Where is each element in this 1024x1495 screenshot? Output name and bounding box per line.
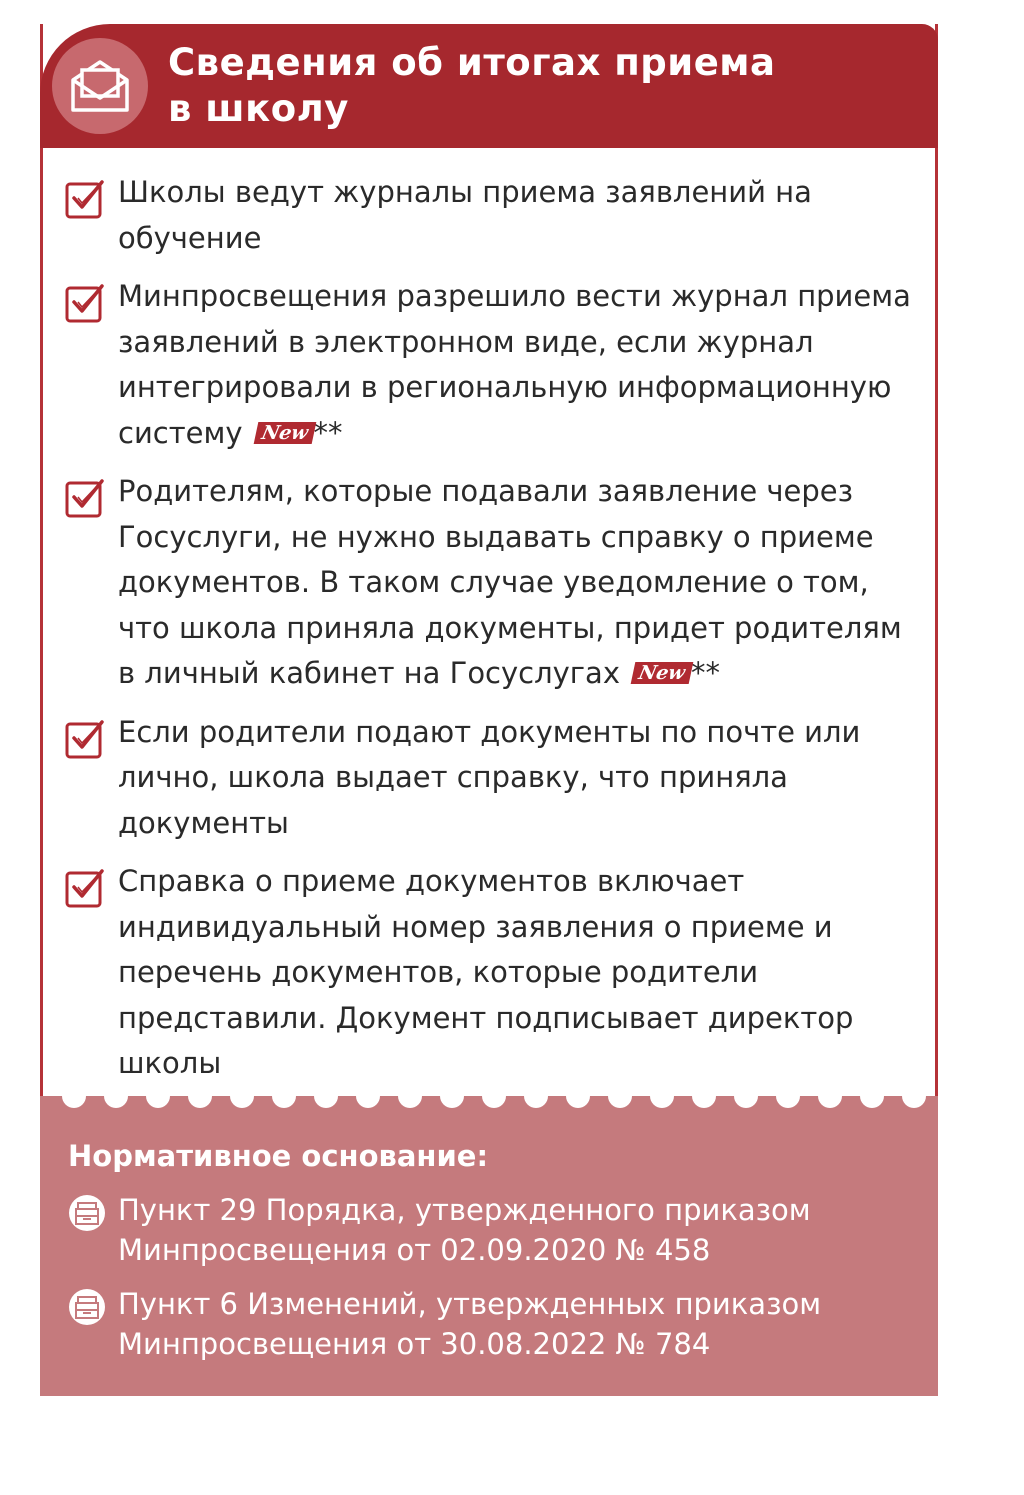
basis-item	[68, 1284, 928, 1364]
list-item	[64, 469, 924, 697]
checkbox-icon	[64, 867, 106, 909]
item-text: Справка о приеме документов включает индивидуальный номер заявления о приеме и перечень документов, которые родители представили. Документ подписывает директор школы	[118, 864, 854, 1080]
checkbox-icon	[64, 477, 106, 519]
footnote-mark: **	[691, 656, 721, 690]
checkbox-icon	[64, 178, 106, 220]
item-text: Школы ведут журналы приема заявлений на обучение	[118, 175, 812, 255]
list-item	[64, 170, 924, 261]
page-title	[168, 40, 908, 132]
basis-line: Минпросвещения от 02.09.2020 № 458	[118, 1233, 711, 1267]
checkbox-icon	[64, 718, 106, 760]
item-list	[64, 170, 924, 1100]
list-item	[64, 274, 924, 456]
list-item	[64, 859, 924, 1087]
document-stack-icon	[68, 1194, 106, 1232]
basis-line: Пункт 29 Порядка, утвержденного приказом	[118, 1193, 811, 1227]
footnote-mark: **	[313, 415, 343, 450]
title-line-1: Сведения об итогах приема	[168, 41, 776, 84]
basis-line: Пункт 6 Изменений, утвержденных приказом	[118, 1287, 822, 1321]
envelope-icon	[52, 38, 148, 134]
title-line-2: в школу	[168, 87, 349, 130]
item-text: Родителям, которые подавали заявление через Госуслуги, не нужно выдавать справку о приеме документов. В таком случае уведомление о том, что школа приняла документы, придет родителям в личный кабинет на Госуслугах	[118, 474, 902, 690]
new-badge: New	[253, 422, 315, 444]
card-header	[40, 24, 938, 148]
item-text: Если родители подают документы по почте или лично, школа выдает справку, что приняла документы	[118, 714, 861, 840]
scalloped-divider	[40, 1080, 938, 1114]
new-badge: New	[631, 662, 693, 684]
checkbox-icon	[64, 282, 106, 324]
item-text: Минпросвещения разрешило вести журнал приема заявлений в электронном виде, если журнал интегрировали в региональную информационную систему	[118, 279, 911, 450]
footer-heading: Нормативное основание:	[68, 1139, 489, 1173]
basis-line: Минпросвещения от 30.08.2022 № 784	[118, 1327, 711, 1361]
list-item	[64, 710, 924, 847]
document-stack-icon	[68, 1288, 106, 1326]
basis-item	[68, 1190, 928, 1270]
